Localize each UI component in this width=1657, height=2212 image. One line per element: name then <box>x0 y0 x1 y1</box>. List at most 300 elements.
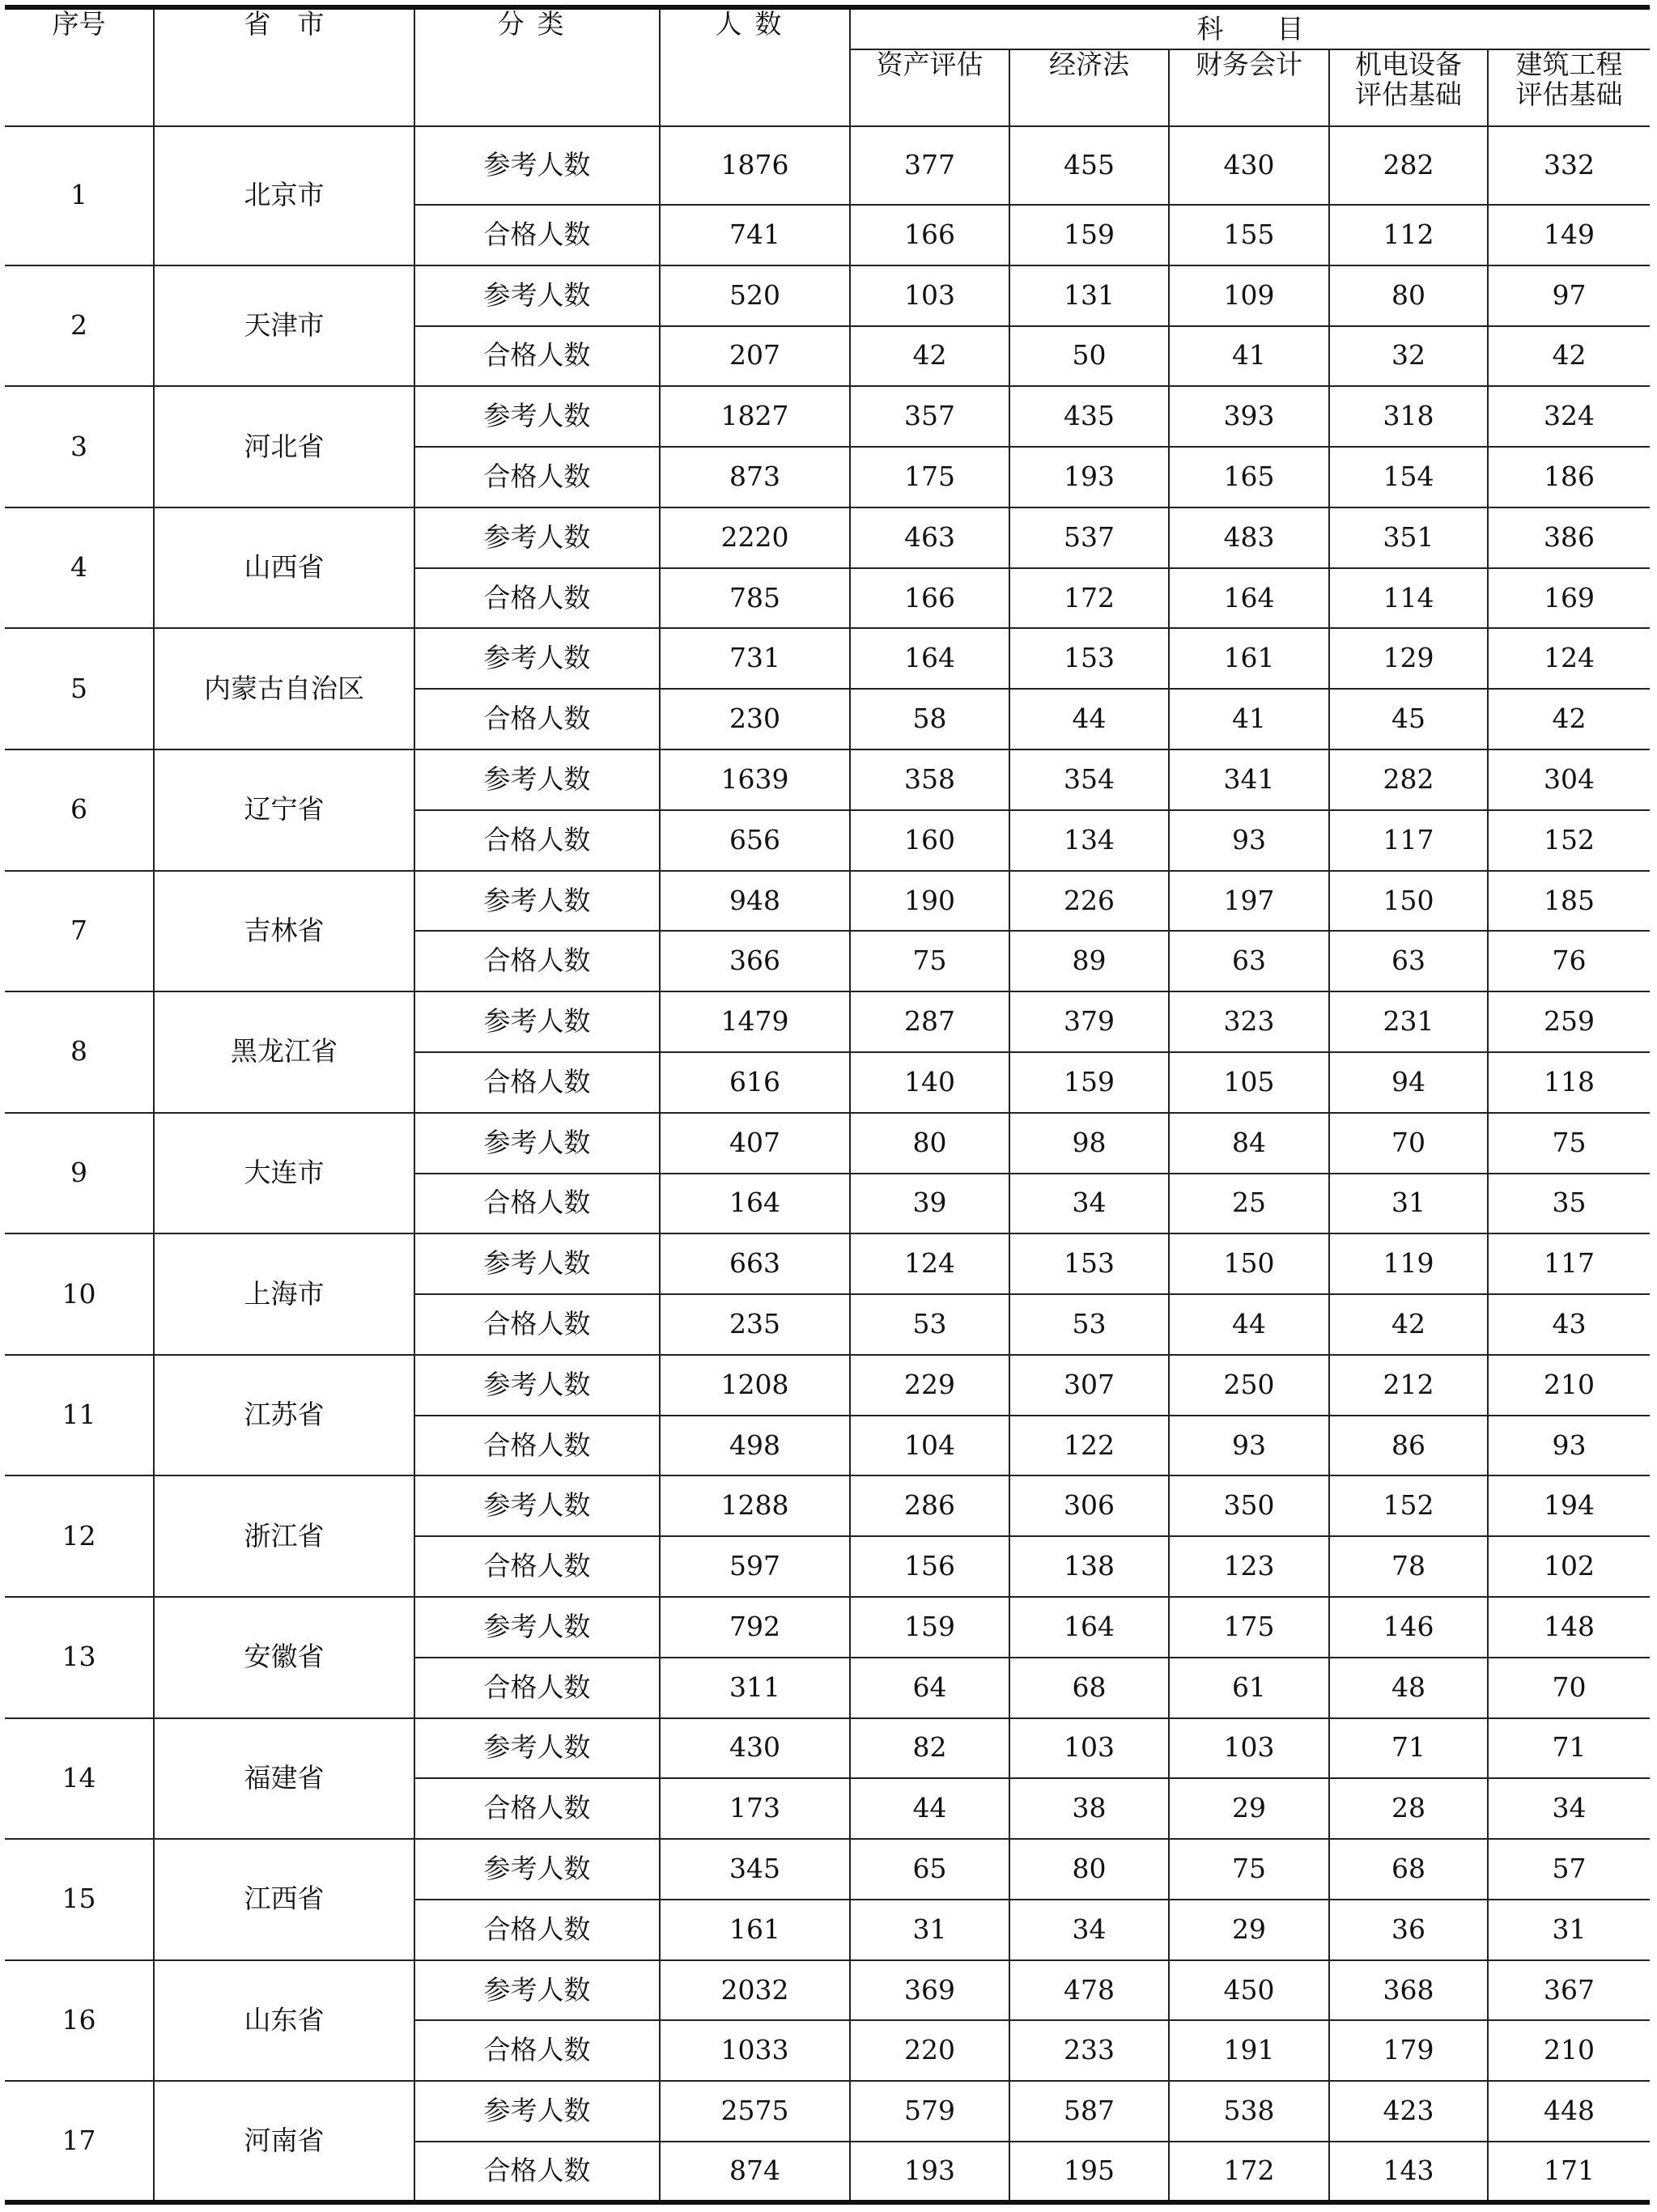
subject-count-cell: 159 <box>850 1597 1009 1658</box>
subject-count-cell: 149 <box>1488 205 1650 265</box>
row-seq: 7 <box>5 871 154 992</box>
category-pass-count: 合格人数 <box>414 568 660 629</box>
total-count-cell: 874 <box>660 2142 850 2202</box>
subject-count-cell: 124 <box>850 1233 1009 1294</box>
total-count-cell: 1208 <box>660 1355 850 1416</box>
row-province: 安徽省 <box>154 1597 414 1718</box>
category-pass-count: 合格人数 <box>414 205 660 265</box>
subject-economic-law: 经济法 <box>1009 49 1169 126</box>
subject-count-cell: 351 <box>1329 507 1488 568</box>
category-exam-count: 参考人数 <box>414 749 660 810</box>
category-exam-count: 参考人数 <box>414 1597 660 1658</box>
subject-count-cell: 84 <box>1169 1113 1329 1174</box>
subject-count-cell: 210 <box>1488 2020 1650 2081</box>
subject-count-cell: 39 <box>850 1174 1009 1234</box>
subject-count-cell: 43 <box>1488 1294 1650 1355</box>
subject-count-cell: 159 <box>1009 1052 1169 1113</box>
total-count-cell: 161 <box>660 1900 850 1960</box>
subject-count-cell: 75 <box>1169 1839 1329 1900</box>
row-province: 浙江省 <box>154 1475 414 1597</box>
row-seq: 17 <box>5 2081 154 2202</box>
row-seq: 12 <box>5 1475 154 1597</box>
subject-count-cell: 63 <box>1169 931 1329 991</box>
category-exam-count: 参考人数 <box>414 1475 660 1536</box>
category-pass-count: 合格人数 <box>414 1052 660 1113</box>
row-seq: 13 <box>5 1597 154 1718</box>
subject-count-cell: 68 <box>1009 1658 1169 1718</box>
row-province: 福建省 <box>154 1718 414 1840</box>
subject-count-cell: 166 <box>850 568 1009 629</box>
subject-count-cell: 161 <box>1169 628 1329 689</box>
subject-count-cell: 35 <box>1488 1174 1650 1234</box>
table-row <box>5 1960 1650 2021</box>
subject-count-cell: 42 <box>850 326 1009 387</box>
subject-count-cell: 150 <box>1329 871 1488 932</box>
subject-count-cell: 148 <box>1488 1597 1650 1658</box>
category-exam-count: 参考人数 <box>414 507 660 568</box>
total-count-cell: 2220 <box>660 507 850 568</box>
subject-count-cell: 53 <box>1009 1294 1169 1355</box>
subject-count-cell: 104 <box>850 1416 1009 1476</box>
subject-count-cell: 42 <box>1488 689 1650 749</box>
subject-count-cell: 97 <box>1488 265 1650 326</box>
subject-count-cell: 29 <box>1169 1900 1329 1960</box>
row-province: 江西省 <box>154 1839 414 1960</box>
header-category: 分类 <box>414 7 660 126</box>
subject-count-cell: 323 <box>1169 991 1329 1052</box>
total-count-cell: 311 <box>660 1658 850 1718</box>
subject-count-cell: 194 <box>1488 1475 1650 1536</box>
subject-count-cell: 129 <box>1329 628 1488 689</box>
subject-count-cell: 233 <box>1009 2020 1169 2081</box>
subject-count-cell: 64 <box>850 1658 1009 1718</box>
subject-count-cell: 304 <box>1488 749 1650 810</box>
subject-count-cell: 358 <box>850 749 1009 810</box>
category-exam-count: 参考人数 <box>414 386 660 447</box>
total-count-cell: 1876 <box>660 126 850 205</box>
subject-count-cell: 423 <box>1329 2081 1488 2142</box>
total-count-cell: 235 <box>660 1294 850 1355</box>
subject-count-cell: 286 <box>850 1475 1009 1536</box>
subject-count-cell: 123 <box>1169 1536 1329 1597</box>
row-seq: 11 <box>5 1355 154 1476</box>
total-count-cell: 616 <box>660 1052 850 1113</box>
header-count: 人数 <box>660 7 850 126</box>
subject-count-cell: 186 <box>1488 447 1650 507</box>
table-row <box>5 1113 1650 1174</box>
subject-count-cell: 36 <box>1329 1900 1488 1960</box>
subject-count-cell: 306 <box>1009 1475 1169 1536</box>
subject-count-cell: 455 <box>1009 126 1169 205</box>
subject-count-cell: 118 <box>1488 1052 1650 1113</box>
row-province: 黑龙江省 <box>154 991 414 1113</box>
category-pass-count: 合格人数 <box>414 1900 660 1960</box>
subject-count-cell: 112 <box>1329 205 1488 265</box>
total-count-cell: 2575 <box>660 2081 850 2142</box>
table-row <box>5 507 1650 568</box>
table-row <box>5 1233 1650 1294</box>
subject-count-cell: 231 <box>1329 991 1488 1052</box>
row-province: 天津市 <box>154 265 414 387</box>
total-count-cell: 1288 <box>660 1475 850 1536</box>
total-count-cell: 407 <box>660 1113 850 1174</box>
category-pass-count: 合格人数 <box>414 689 660 749</box>
subject-count-cell: 44 <box>1009 689 1169 749</box>
subject-count-cell: 250 <box>1169 1355 1329 1416</box>
row-seq: 4 <box>5 507 154 629</box>
total-count-cell: 430 <box>660 1718 850 1779</box>
category-pass-count: 合格人数 <box>414 810 660 871</box>
row-province: 山东省 <box>154 1960 414 2082</box>
row-seq: 10 <box>5 1233 154 1355</box>
subject-count-cell: 368 <box>1329 1960 1488 2021</box>
row-seq: 16 <box>5 1960 154 2082</box>
category-exam-count: 参考人数 <box>414 1839 660 1900</box>
subject-count-cell: 164 <box>1009 1597 1169 1658</box>
row-seq: 1 <box>5 126 154 265</box>
subject-count-cell: 483 <box>1169 507 1329 568</box>
header-province: 省 市 <box>154 7 414 126</box>
total-count-cell: 207 <box>660 326 850 387</box>
subject-count-cell: 117 <box>1488 1233 1650 1294</box>
subject-count-cell: 28 <box>1329 1778 1488 1839</box>
total-count-cell: 1033 <box>660 2020 850 2081</box>
subject-count-cell: 166 <box>850 205 1009 265</box>
row-province: 大连市 <box>154 1113 414 1234</box>
header-seq: 序号 <box>5 7 154 126</box>
row-seq: 3 <box>5 386 154 507</box>
total-count-cell: 1479 <box>660 991 850 1052</box>
row-province: 吉林省 <box>154 871 414 992</box>
subject-count-cell: 537 <box>1009 507 1169 568</box>
subject-count-cell: 138 <box>1009 1536 1169 1597</box>
table-row <box>5 1839 1650 1900</box>
row-province: 河南省 <box>154 2081 414 2202</box>
subject-count-cell: 463 <box>850 507 1009 568</box>
subject-count-cell: 169 <box>1488 568 1650 629</box>
subject-count-cell: 152 <box>1329 1475 1488 1536</box>
subject-count-cell: 164 <box>850 628 1009 689</box>
subject-count-cell: 58 <box>850 689 1009 749</box>
subject-count-cell: 140 <box>850 1052 1009 1113</box>
category-pass-count: 合格人数 <box>414 2142 660 2202</box>
row-province: 辽宁省 <box>154 749 414 871</box>
total-count-cell: 2032 <box>660 1960 850 2021</box>
subject-asset-appraisal: 资产评估 <box>850 49 1009 126</box>
subject-count-cell: 44 <box>1169 1294 1329 1355</box>
total-count-cell: 663 <box>660 1233 850 1294</box>
subject-count-cell: 76 <box>1488 931 1650 991</box>
exam-statistics-table <box>5 5 1650 2205</box>
subject-count-cell: 154 <box>1329 447 1488 507</box>
subject-count-cell: 122 <box>1009 1416 1169 1476</box>
category-exam-count: 参考人数 <box>414 126 660 205</box>
subject-count-cell: 119 <box>1329 1233 1488 1294</box>
subject-count-cell: 193 <box>850 2142 1009 2202</box>
subject-count-cell: 68 <box>1329 1839 1488 1900</box>
subject-count-cell: 93 <box>1169 1416 1329 1476</box>
subject-count-cell: 146 <box>1329 1597 1488 1658</box>
row-seq: 6 <box>5 749 154 871</box>
subject-count-cell: 71 <box>1488 1718 1650 1779</box>
category-pass-count: 合格人数 <box>414 1174 660 1234</box>
subject-count-cell: 98 <box>1009 1113 1169 1174</box>
subject-count-cell: 93 <box>1169 810 1329 871</box>
category-pass-count: 合格人数 <box>414 447 660 507</box>
category-exam-count: 参考人数 <box>414 2081 660 2142</box>
subject-count-cell: 94 <box>1329 1052 1488 1113</box>
subject-mechanical-equipment: 机电设备评估基础 <box>1329 49 1488 126</box>
category-exam-count: 参考人数 <box>414 265 660 326</box>
row-province: 江苏省 <box>154 1355 414 1476</box>
subject-count-cell: 377 <box>850 126 1009 205</box>
subject-count-cell: 57 <box>1488 1839 1650 1900</box>
subject-count-cell: 48 <box>1329 1658 1488 1718</box>
table-row <box>5 628 1650 689</box>
subject-count-cell: 379 <box>1009 991 1169 1052</box>
row-province: 北京市 <box>154 126 414 265</box>
table-body <box>5 126 1650 2202</box>
subject-count-cell: 45 <box>1329 689 1488 749</box>
subject-count-cell: 185 <box>1488 871 1650 932</box>
subject-count-cell: 393 <box>1169 386 1329 447</box>
subject-count-cell: 195 <box>1009 2142 1169 2202</box>
row-seq: 8 <box>5 991 154 1113</box>
category-pass-count: 合格人数 <box>414 2020 660 2081</box>
subject-count-cell: 75 <box>1488 1113 1650 1174</box>
subject-count-cell: 450 <box>1169 1960 1329 2021</box>
subject-count-cell: 80 <box>850 1113 1009 1174</box>
total-count-cell: 731 <box>660 628 850 689</box>
total-count-cell: 656 <box>660 810 850 871</box>
subject-count-cell: 82 <box>850 1718 1009 1779</box>
subject-count-cell: 80 <box>1329 265 1488 326</box>
subject-count-cell: 386 <box>1488 507 1650 568</box>
subject-count-cell: 175 <box>850 447 1009 507</box>
subject-count-cell: 160 <box>850 810 1009 871</box>
row-seq: 5 <box>5 628 154 749</box>
subject-count-cell: 367 <box>1488 1960 1650 2021</box>
subject-count-cell: 212 <box>1329 1355 1488 1416</box>
subject-count-cell: 31 <box>850 1900 1009 1960</box>
subject-count-cell: 44 <box>850 1778 1009 1839</box>
subject-count-cell: 210 <box>1488 1355 1650 1416</box>
subject-count-cell: 143 <box>1329 2142 1488 2202</box>
subject-count-cell: 259 <box>1488 991 1650 1052</box>
subject-count-cell: 226 <box>1009 871 1169 932</box>
category-pass-count: 合格人数 <box>414 326 660 387</box>
subject-count-cell: 70 <box>1329 1113 1488 1174</box>
subject-count-cell: 38 <box>1009 1778 1169 1839</box>
total-count-cell: 873 <box>660 447 850 507</box>
total-count-cell: 230 <box>660 689 850 749</box>
row-seq: 9 <box>5 1113 154 1234</box>
subject-count-cell: 93 <box>1488 1416 1650 1476</box>
subject-count-cell: 34 <box>1009 1174 1169 1234</box>
subject-count-cell: 42 <box>1488 326 1650 387</box>
subject-count-cell: 220 <box>850 2020 1009 2081</box>
subject-count-cell: 117 <box>1329 810 1488 871</box>
total-count-cell: 948 <box>660 871 850 932</box>
row-seq: 15 <box>5 1839 154 1960</box>
total-count-cell: 345 <box>660 1839 850 1900</box>
category-pass-count: 合格人数 <box>414 1536 660 1597</box>
subject-count-cell: 103 <box>1009 1718 1169 1779</box>
subject-count-cell: 31 <box>1329 1174 1488 1234</box>
total-count-cell: 520 <box>660 265 850 326</box>
subject-count-cell: 53 <box>850 1294 1009 1355</box>
total-count-cell: 1639 <box>660 749 850 810</box>
subject-count-cell: 307 <box>1009 1355 1169 1416</box>
subject-count-cell: 332 <box>1488 126 1650 205</box>
subject-count-cell: 579 <box>850 2081 1009 2142</box>
total-count-cell: 597 <box>660 1536 850 1597</box>
subject-financial-accounting: 财务会计 <box>1169 49 1329 126</box>
subject-count-cell: 282 <box>1329 126 1488 205</box>
subject-count-cell: 179 <box>1329 2020 1488 2081</box>
total-count-cell: 366 <box>660 931 850 991</box>
subject-count-cell: 318 <box>1329 386 1488 447</box>
subject-count-cell: 341 <box>1169 749 1329 810</box>
subject-count-cell: 103 <box>1169 1718 1329 1779</box>
subject-count-cell: 324 <box>1488 386 1650 447</box>
subject-count-cell: 34 <box>1009 1900 1169 1960</box>
subject-count-cell: 164 <box>1169 568 1329 629</box>
subject-count-cell: 287 <box>850 991 1009 1052</box>
table-row <box>5 265 1650 326</box>
subject-count-cell: 65 <box>850 1839 1009 1900</box>
table-row <box>5 749 1650 810</box>
subject-count-cell: 369 <box>850 1960 1009 2021</box>
table-row <box>5 1475 1650 1536</box>
table-row <box>5 991 1650 1052</box>
subject-count-cell: 165 <box>1169 447 1329 507</box>
subject-count-cell: 42 <box>1329 1294 1488 1355</box>
category-pass-count: 合格人数 <box>414 1294 660 1355</box>
subject-count-cell: 159 <box>1009 205 1169 265</box>
subject-count-cell: 152 <box>1488 810 1650 871</box>
subject-count-cell: 89 <box>1009 931 1169 991</box>
subject-count-cell: 435 <box>1009 386 1169 447</box>
subject-count-cell: 538 <box>1169 2081 1329 2142</box>
subject-count-cell: 354 <box>1009 749 1169 810</box>
category-exam-count: 参考人数 <box>414 628 660 689</box>
category-exam-count: 参考人数 <box>414 871 660 932</box>
row-seq: 14 <box>5 1718 154 1840</box>
row-province: 河北省 <box>154 386 414 507</box>
category-pass-count: 合格人数 <box>414 1416 660 1476</box>
subject-count-cell: 155 <box>1169 205 1329 265</box>
subject-count-cell: 171 <box>1488 2142 1650 2202</box>
subject-count-cell: 105 <box>1169 1052 1329 1113</box>
subject-count-cell: 357 <box>850 386 1009 447</box>
subject-count-cell: 150 <box>1169 1233 1329 1294</box>
subject-count-cell: 109 <box>1169 265 1329 326</box>
subject-count-cell: 153 <box>1009 1233 1169 1294</box>
category-pass-count: 合格人数 <box>414 1658 660 1718</box>
subject-count-cell: 430 <box>1169 126 1329 205</box>
total-count-cell: 785 <box>660 568 850 629</box>
subject-count-cell: 78 <box>1329 1536 1488 1597</box>
category-exam-count: 参考人数 <box>414 991 660 1052</box>
subject-count-cell: 61 <box>1169 1658 1329 1718</box>
subject-count-cell: 191 <box>1169 2020 1329 2081</box>
header-row-top <box>5 7 1650 49</box>
subject-count-cell: 172 <box>1169 2142 1329 2202</box>
table-row <box>5 1355 1650 1416</box>
subject-count-cell: 114 <box>1329 568 1488 629</box>
header-subjects: 科 目 <box>850 7 1650 49</box>
row-province: 上海市 <box>154 1233 414 1355</box>
subject-count-cell: 102 <box>1488 1536 1650 1597</box>
subject-count-cell: 175 <box>1169 1597 1329 1658</box>
total-count-cell: 1827 <box>660 386 850 447</box>
subject-count-cell: 282 <box>1329 749 1488 810</box>
subject-count-cell: 31 <box>1488 1900 1650 1960</box>
total-count-cell: 498 <box>660 1416 850 1476</box>
subject-count-cell: 25 <box>1169 1174 1329 1234</box>
subject-construction-engineering: 建筑工程评估基础 <box>1488 49 1650 126</box>
subject-count-cell: 153 <box>1009 628 1169 689</box>
total-count-cell: 792 <box>660 1597 850 1658</box>
category-pass-count: 合格人数 <box>414 931 660 991</box>
category-exam-count: 参考人数 <box>414 1355 660 1416</box>
subject-count-cell: 70 <box>1488 1658 1650 1718</box>
subject-count-cell: 41 <box>1169 689 1329 749</box>
subject-count-cell: 448 <box>1488 2081 1650 2142</box>
subject-count-cell: 80 <box>1009 1839 1169 1900</box>
total-count-cell: 173 <box>660 1778 850 1839</box>
category-pass-count: 合格人数 <box>414 1778 660 1839</box>
subject-count-cell: 229 <box>850 1355 1009 1416</box>
table-row <box>5 1597 1650 1658</box>
category-exam-count: 参考人数 <box>414 1113 660 1174</box>
table-row <box>5 126 1650 205</box>
category-exam-count: 参考人数 <box>414 1960 660 2021</box>
subject-count-cell: 193 <box>1009 447 1169 507</box>
row-province: 内蒙古自治区 <box>154 628 414 749</box>
subject-count-cell: 32 <box>1329 326 1488 387</box>
table-row <box>5 1718 1650 1779</box>
subject-count-cell: 86 <box>1329 1416 1488 1476</box>
table-row <box>5 871 1650 932</box>
subject-count-cell: 190 <box>850 871 1009 932</box>
table-row <box>5 2081 1650 2142</box>
subject-count-cell: 124 <box>1488 628 1650 689</box>
row-province: 山西省 <box>154 507 414 629</box>
table-row <box>5 386 1650 447</box>
subject-count-cell: 103 <box>850 265 1009 326</box>
total-count-cell: 164 <box>660 1174 850 1234</box>
subject-count-cell: 75 <box>850 931 1009 991</box>
subject-count-cell: 34 <box>1488 1778 1650 1839</box>
subject-count-cell: 197 <box>1169 871 1329 932</box>
subject-count-cell: 478 <box>1009 1960 1169 2021</box>
subject-count-cell: 172 <box>1009 568 1169 629</box>
subject-count-cell: 134 <box>1009 810 1169 871</box>
subject-count-cell: 156 <box>850 1536 1009 1597</box>
subject-count-cell: 41 <box>1169 326 1329 387</box>
subject-count-cell: 63 <box>1329 931 1488 991</box>
subject-count-cell: 50 <box>1009 326 1169 387</box>
subject-count-cell: 131 <box>1009 265 1169 326</box>
subject-count-cell: 587 <box>1009 2081 1169 2142</box>
row-seq: 2 <box>5 265 154 387</box>
subject-count-cell: 71 <box>1329 1718 1488 1779</box>
category-exam-count: 参考人数 <box>414 1233 660 1294</box>
subject-count-cell: 29 <box>1169 1778 1329 1839</box>
subject-count-cell: 350 <box>1169 1475 1329 1536</box>
